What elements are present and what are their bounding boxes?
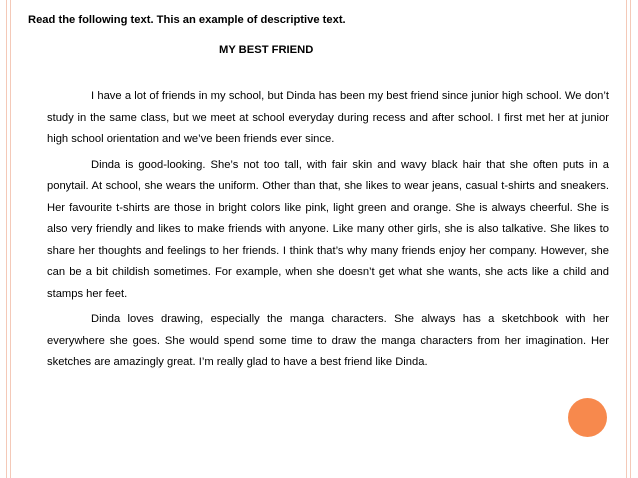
frame-line-right-outer: [630, 0, 631, 478]
frame-line-right-inner: [626, 0, 627, 478]
document-title: MY BEST FRIEND: [219, 44, 314, 56]
paragraph-2: Dinda is good-looking. She’s not too tall, with fair skin and wavy black hair that she often puts in a ponytail. At school, she wears the uniform. Other than that, she likes to wear jeans, casual t-shirts and sneakers. Her favourite t-shirts are those in bright colors like pink, light green and orange. She is always cheerful. She is also very friendly and likes to make friends with anyone. Like many other girls, she is also talkative. She likes to share her thoughts and feelings to her friends. I think that’s why many friends enjoy her company. However, she can be a bit childish sometimes. For example, when she doesn’t get what she wants, she acts like a child and stamps her feet.: [47, 158, 609, 300]
instruction-text: Read the following text. This an example of descriptive text.: [28, 14, 346, 26]
paragraph-1: I have a lot of friends in my school, but Dinda has been my best friend since junior high school. We don’t study in the same class, but we meet at school everyday during recess and after school. I first met her at junior high school orientation and we’ve been friends ever since.: [47, 90, 609, 145]
body-text: [47, 86, 609, 374]
frame-line-left-inner: [10, 0, 11, 478]
paragraph-3: Dinda loves drawing, especially the manga characters. She always has a sketchbook with her everywhere she goes. She would spend some time to draw the manga characters from her imagination. Her sketches are amazingly great. I’m really glad to have a best friend like Dinda.: [47, 313, 609, 368]
frame-line-left-outer: [6, 0, 7, 478]
orange-circle-decoration: [568, 398, 607, 437]
